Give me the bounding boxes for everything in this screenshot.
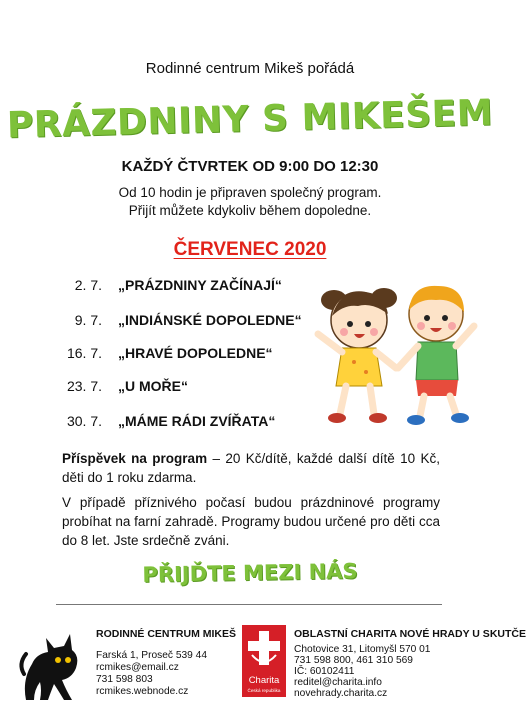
- welcome-heading: PŘIJĎTE MEZI NÁS: [142, 559, 358, 587]
- event-date: 16. 7.: [66, 345, 102, 361]
- contribution-label: Příspěvek na program: [62, 451, 208, 466]
- event-date: 9. 7.: [74, 312, 102, 328]
- contribution-detail: – 20 Kč/dítě, každé další dítě 10 Kč, děti do 1 roku zdarma.: [62, 451, 440, 485]
- event-name: „PRÁZDNINY ZAČÍNAJÍ“: [118, 277, 282, 293]
- charita-logo: [242, 625, 286, 697]
- program-line: Od 10 hodin je připraven společný program.: [118, 185, 382, 200]
- event-name: „MÁME RÁDI ZVÍŘATA“: [118, 413, 276, 429]
- footer-left-line: rcmikes@email.cz: [96, 662, 179, 673]
- intro-text: Rodinné centrum Mikeš pořádá: [145, 60, 355, 77]
- event-name: „U MOŘE“: [118, 378, 188, 394]
- schedule-text: KAŽDÝ ČTVRTEK OD 9:00 DO 12:30: [121, 158, 379, 175]
- charita-logo-subtext: Česká republika: [247, 688, 281, 693]
- footer-left-line: rcmikes.webnode.cz: [96, 686, 189, 697]
- girl-figure: [318, 288, 397, 423]
- footer-right-line: novehrady.charita.cz: [294, 688, 388, 699]
- footer-left-line: 731 598 803: [96, 674, 153, 685]
- footer-left-title: RODINNÉ CENTRUM MIKEŠ: [96, 628, 237, 640]
- footer-left-line: Farská 1, Proseč 539 44: [96, 650, 207, 661]
- event-name: „INDIÁNSKÉ DOPOLEDNE“: [118, 312, 302, 328]
- weather-note: V případě příznivého počasí budou prázdninové programy probíhat na farní zahradě. Programy budou určené pro děti cca do 8 let. Jste srdečně zváni.: [62, 495, 440, 548]
- footer-right-line: IČ: 60102411: [294, 666, 355, 677]
- month-heading: ČERVENEC 2020: [173, 239, 327, 260]
- program-line: Přijít můžete kdykoliv během dopoledne.: [128, 203, 372, 218]
- event-date: 23. 7.: [66, 378, 102, 394]
- boy-figure: [398, 286, 474, 425]
- contribution-text: [62, 449, 440, 487]
- footer-right-line: Chotovice 31, Litomyšl 570 01: [294, 644, 431, 655]
- kids-illustration: [312, 278, 480, 430]
- event-date: 30. 7.: [66, 413, 102, 429]
- footer-right-line: 731 598 800, 461 310 569: [294, 655, 413, 666]
- page-title: PRÁZDNINY S MIKEŠEM: [6, 92, 494, 147]
- charita-logo-text: Charita: [248, 675, 280, 686]
- divider: [56, 604, 442, 605]
- event-date: 2. 7.: [74, 277, 102, 293]
- cat-logo: [18, 624, 88, 702]
- event-name: „HRAVÉ DOPOLEDNE“: [118, 345, 273, 361]
- footer-right-line: reditel@charita.info: [294, 677, 382, 688]
- footer-right-title: OBLASTNÍ CHARITA NOVÉ HRADY U SKUTČE: [294, 628, 526, 640]
